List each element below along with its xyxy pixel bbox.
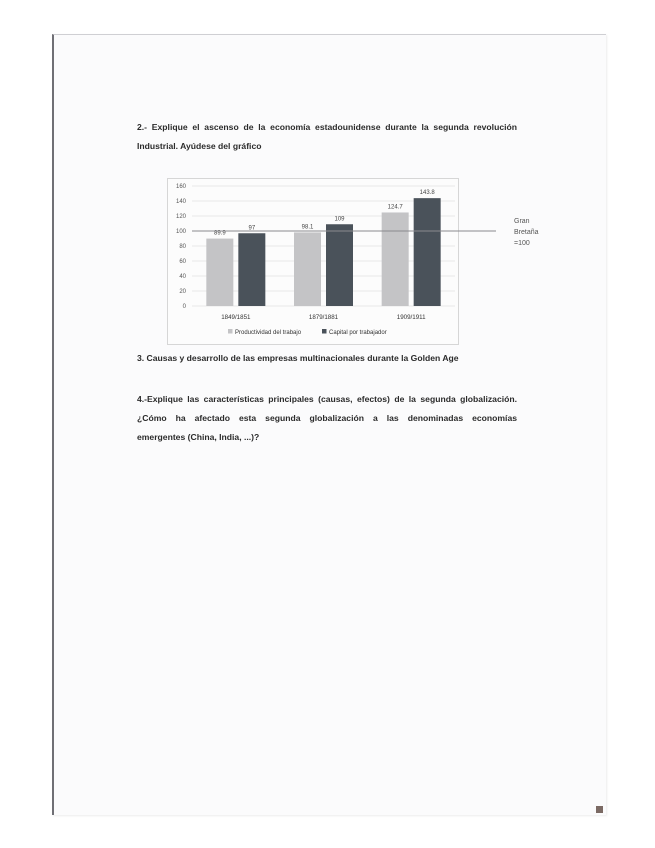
- question-4-line-1: 4.-Explique las características principales (causas, efectos) de la segunda globalización.: [137, 394, 517, 404]
- y-tick-label: 80: [179, 244, 186, 250]
- reference-annotation: Gran: [514, 218, 530, 225]
- question-4-line-2: ¿Cómo ha afectado esta segunda globalización a las denominadas economías: [137, 413, 517, 423]
- data-label: 109: [334, 216, 345, 223]
- chart-frame: [167, 178, 459, 345]
- data-label: 89.9: [213, 230, 226, 237]
- question-4: [137, 390, 517, 447]
- question-2-line-2: Industrial. Ayúdese del gráfico: [137, 141, 262, 151]
- data-label: 143.8: [419, 190, 435, 197]
- question-3: [137, 349, 517, 368]
- y-tick-label: 160: [175, 184, 186, 190]
- x-tick-label: 1879/1881: [308, 314, 339, 321]
- legend-entry: Capital por trabajador: [329, 330, 387, 336]
- y-tick-label: 20: [179, 289, 186, 295]
- y-tick-label: 60: [179, 259, 186, 265]
- reference-annotation: Bretaña: [514, 229, 539, 236]
- question-3-line-1: 3. Causas y desarrollo de las empresas multinacionales durante la Golden Age: [137, 353, 459, 363]
- data-label: 97: [248, 225, 256, 232]
- data-label: 124.7: [387, 204, 403, 211]
- data-label: 98.1: [301, 224, 314, 231]
- legend-entry: Productividad del trabajo: [235, 330, 302, 336]
- y-tick-label: 40: [179, 274, 186, 280]
- x-tick-label: 1909/1911: [396, 314, 426, 321]
- question-2-line-1: 2.- Explique el ascenso de la economía estadounidense durante la segunda revolución: [137, 122, 517, 132]
- y-tick-label: 140: [175, 199, 186, 205]
- page-corner-mark: [596, 806, 603, 813]
- y-tick-label: 120: [175, 214, 186, 220]
- question-4-line-3: emergentes (China, India, ...)?: [137, 432, 260, 442]
- x-tick-label: 1849/1851: [221, 314, 251, 321]
- question-2: [137, 118, 517, 156]
- y-tick-label: 0: [182, 304, 186, 310]
- reference-annotation: =100: [514, 240, 530, 247]
- y-tick-label: 100: [175, 229, 186, 235]
